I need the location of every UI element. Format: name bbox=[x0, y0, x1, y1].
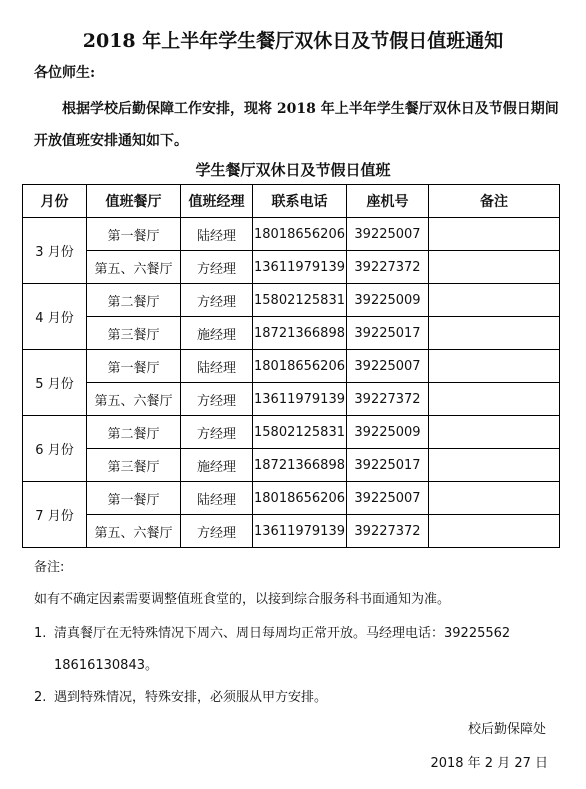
restaurant-cell: 第二餐厅 bbox=[87, 416, 181, 449]
phone-cell: 18018656206 bbox=[253, 350, 347, 383]
restaurant-cell: 第一餐厅 bbox=[87, 482, 181, 515]
restaurant-cell: 第二餐厅 bbox=[87, 284, 181, 317]
manager-cell: 方经理 bbox=[181, 416, 253, 449]
table-row bbox=[23, 317, 560, 350]
manager-cell: 陆经理 bbox=[181, 482, 253, 515]
phone-cell: 18721366898 bbox=[253, 449, 347, 482]
restaurant-cell: 第三餐厅 bbox=[87, 449, 181, 482]
landline-cell: 39225009 bbox=[347, 416, 429, 449]
month-cell: 7 月份 bbox=[23, 482, 87, 548]
header-notes: 备注 bbox=[429, 185, 560, 218]
note-cell bbox=[429, 383, 560, 416]
notes-heading: 备注: bbox=[34, 560, 65, 575]
header-manager: 值班经理 bbox=[181, 185, 253, 218]
note-cell bbox=[429, 515, 560, 548]
restaurant-cell: 第五、六餐厅 bbox=[87, 515, 181, 548]
table-header-row bbox=[23, 185, 560, 218]
table-row bbox=[23, 449, 560, 482]
manager-cell: 陆经理 bbox=[181, 350, 253, 383]
header-phone: 联系电话 bbox=[253, 185, 347, 218]
phone-cell: 18721366898 bbox=[253, 317, 347, 350]
manager-cell: 施经理 bbox=[181, 449, 253, 482]
restaurant-cell: 第五、六餐厅 bbox=[87, 251, 181, 284]
manager-cell: 施经理 bbox=[181, 317, 253, 350]
restaurant-cell: 第五、六餐厅 bbox=[87, 383, 181, 416]
signature-date: 2018 年 2 月 27 日 bbox=[430, 756, 548, 771]
landline-cell: 39225017 bbox=[347, 449, 429, 482]
phone-cell: 13611979139 bbox=[253, 251, 347, 284]
duty-schedule-table bbox=[22, 184, 560, 548]
note-item-1-continued: 18616130843。 bbox=[54, 658, 158, 673]
signature-org: 校后勤保障处 bbox=[467, 722, 546, 737]
header-month: 月份 bbox=[23, 185, 87, 218]
landline-cell: 39225007 bbox=[347, 482, 429, 515]
note-cell bbox=[429, 284, 560, 317]
phone-cell: 18018656206 bbox=[253, 218, 347, 251]
note-item-number: 2. bbox=[34, 690, 47, 705]
note-item-1 bbox=[34, 622, 510, 641]
restaurant-cell: 第三餐厅 bbox=[87, 317, 181, 350]
manager-cell: 陆经理 bbox=[181, 218, 253, 251]
month-cell: 3 月份 bbox=[23, 218, 87, 284]
table-row bbox=[23, 482, 560, 515]
month-cell: 4 月份 bbox=[23, 284, 87, 350]
month-cell: 5 月份 bbox=[23, 350, 87, 416]
note-cell bbox=[429, 482, 560, 515]
table-row bbox=[23, 383, 560, 416]
manager-cell: 方经理 bbox=[181, 251, 253, 284]
landline-cell: 39225007 bbox=[347, 218, 429, 251]
note-cell bbox=[429, 317, 560, 350]
table-row bbox=[23, 251, 560, 284]
month-cell: 6 月份 bbox=[23, 416, 87, 482]
header-landline: 座机号 bbox=[347, 185, 429, 218]
phone-cell: 15802125831 bbox=[253, 284, 347, 317]
landline-cell: 39227372 bbox=[347, 251, 429, 284]
landline-cell: 39225017 bbox=[347, 317, 429, 350]
landline-cell: 39227372 bbox=[347, 383, 429, 416]
note-cell bbox=[429, 218, 560, 251]
note-cell bbox=[429, 449, 560, 482]
document-title: 2018 年上半年学生餐厅双休日及节假日值班通知 bbox=[82, 30, 504, 52]
intro-paragraph: 根据学校后勤保障工作安排，现将 2018 年上半年学生餐厅双休日及节假日期间开放值班安排通知如下。 bbox=[34, 101, 559, 149]
table-caption: 学生餐厅双休日及节假日值班 bbox=[195, 161, 391, 179]
note-item-text: 清真餐厅在无特殊情况下周六、周日每周均正常开放。马经理电话：39225562 bbox=[54, 626, 511, 641]
manager-cell: 方经理 bbox=[181, 284, 253, 317]
manager-cell: 方经理 bbox=[181, 383, 253, 416]
note-item-number: 1. bbox=[34, 626, 47, 641]
restaurant-cell: 第一餐厅 bbox=[87, 350, 181, 383]
note-item-text: 遇到特殊情况，特殊安排，必须服从甲方安排。 bbox=[54, 690, 328, 705]
phone-cell: 13611979139 bbox=[253, 515, 347, 548]
header-restaurant: 值班餐厅 bbox=[87, 185, 181, 218]
phone-cell: 18018656206 bbox=[253, 482, 347, 515]
landline-cell: 39225009 bbox=[347, 284, 429, 317]
phone-cell: 13611979139 bbox=[253, 383, 347, 416]
table-row bbox=[23, 515, 560, 548]
note-cell bbox=[429, 416, 560, 449]
note-item-2 bbox=[34, 686, 327, 705]
note-cell bbox=[429, 350, 560, 383]
phone-cell: 15802125831 bbox=[253, 416, 347, 449]
restaurant-cell: 第一餐厅 bbox=[87, 218, 181, 251]
notes-general: 如有不确定因素需要调整值班食堂的，以接到综合服务科书面通知为准。 bbox=[34, 592, 451, 607]
table-row bbox=[23, 218, 560, 251]
table-row bbox=[23, 284, 560, 317]
landline-cell: 39227372 bbox=[347, 515, 429, 548]
table-row bbox=[23, 416, 560, 449]
salutation: 各位师生: bbox=[34, 65, 96, 81]
manager-cell: 方经理 bbox=[181, 515, 253, 548]
table-row bbox=[23, 350, 560, 383]
landline-cell: 39225007 bbox=[347, 350, 429, 383]
note-cell bbox=[429, 251, 560, 284]
